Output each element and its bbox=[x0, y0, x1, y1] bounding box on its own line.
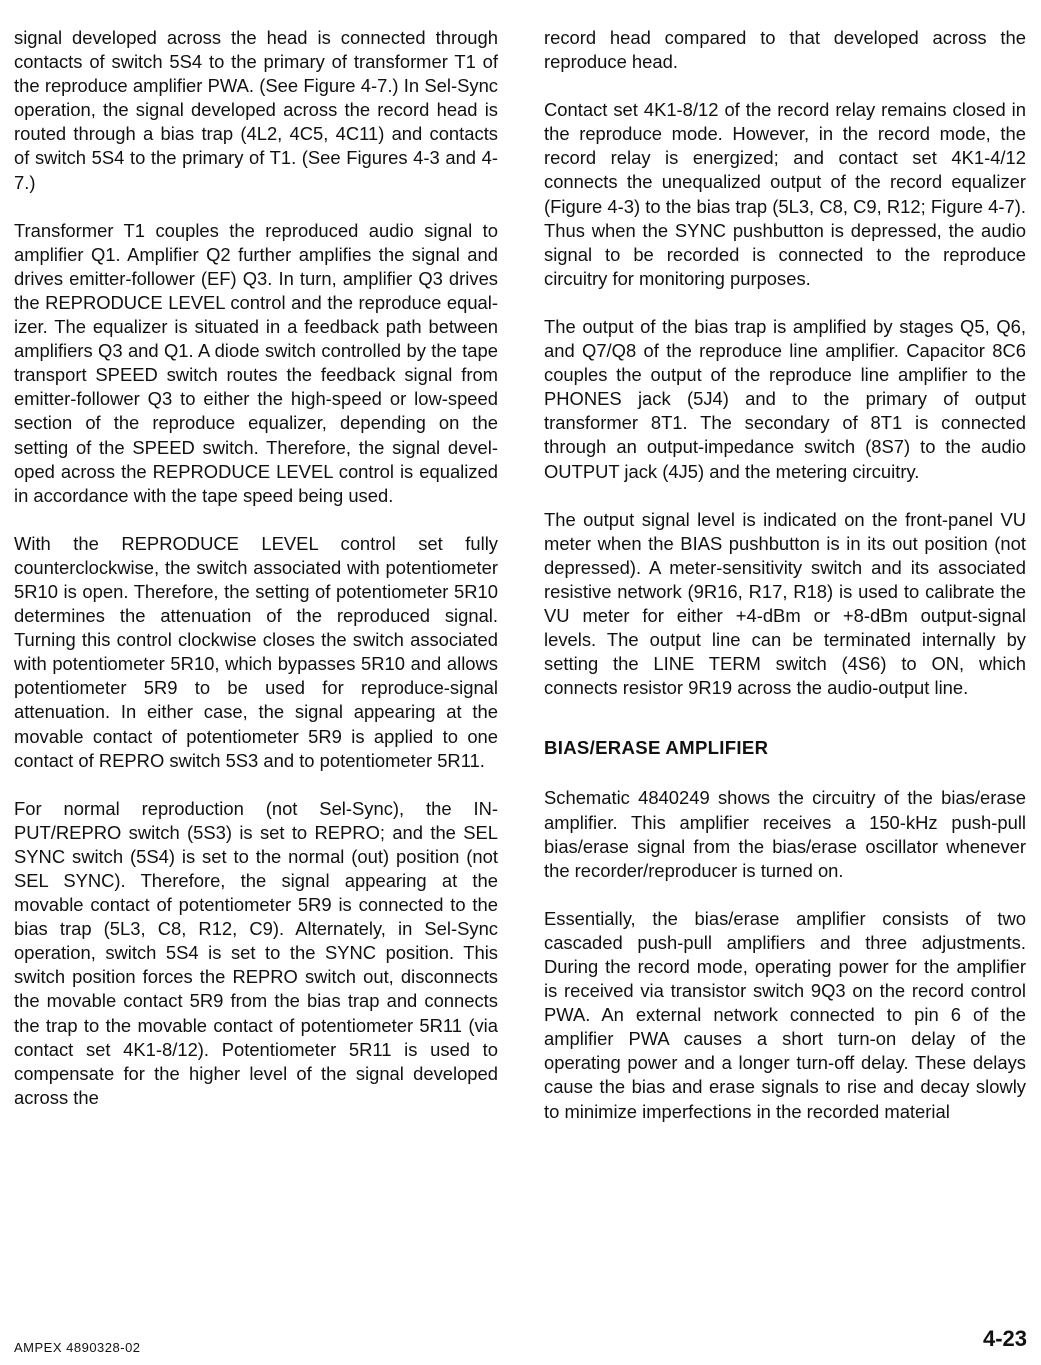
left-column bbox=[14, 26, 498, 1134]
left-paragraph-4: For normal reproduction (not Sel-Sync), the INPUT/REPRO switch (5S3) is set to REPRO; and the SEL SYNC switch (5S4) is set to the normal (out) position (not SEL SYNC). Therefore, the signal appearing at the movable contact of potentiometer 5R9 is connected to the bias trap (5L3, C8, R12, C9). Alternately, in Sel-Sync operation, switch 5S4 is set to the SYNC position. This switch position forces the REPRO switch out, disconnects the movable contact 5R9 from the bias trap and connects the trap to the movable contact of potentiometer 5R11 (via contact set 4K1-8/12). Potentiometer 5R11 is used to compensate for the higher level of the signal developed across the bbox=[14, 797, 498, 1108]
section-heading: BIAS/ERASE AMPLIFIER bbox=[544, 737, 769, 759]
right-column bbox=[544, 26, 1026, 1148]
left-paragraph-1: signal developed across the head is connected through contacts of switch 5S4 to the primary of transformer T1 of the reproduce amplifier PWA. (See Figure 4-7.) In Sel-Sync operation, the signal developed across the record head is routed through a bias trap (4L2, 4C5, 4C11) and contacts of switch 5S4 to the primary of T1. (See Figures 4-3 and 4-7.) bbox=[14, 27, 498, 193]
left-paragraph-2: Transformer T1 couples the reproduced audio signal to amplifier Q1. Amplifier Q2 further amplifies the signal and drives emitter-follower (EF) Q3. In turn, amplifier Q3 drives the REPRODUCE LEVEL control and the reproduce equalizer. The equalizer is situated in a feedback path between amplifiers Q3 and Q1. A diode switch controlled by the tape transport SPEED switch routes the feedback signal from emitter-follower Q3 to either the high-speed or low-speed section of the reproduce equalizer, depending on the setting of the SPEED switch. Therefore, the signal developed across the REPRODUCE LEVEL control is equalized in accordance with the tape speed being used. bbox=[14, 219, 498, 506]
right-paragraph-1: record head compared to that developed across the reproduce head. bbox=[544, 27, 1026, 73]
right-paragraph-5: Schematic 4840249 shows the circuitry of the bias/erase amplifier. This amplifier receives a 150-kHz push-pull bias/erase signal from the bias/erase oscillator whenever the recorder/reproducer is turned on. bbox=[544, 787, 1026, 881]
left-paragraph-3: With the REPRODUCE LEVEL control set fully counterclockwise, the switch associated with potentiometer 5R10 is open. Therefore, the setting of potentiometer 5R10 determines the attenuation of the reproduced signal. Turning this control clockwise closes the switch associated with potentiometer 5R10, which bypasses 5R10 and allows potentiometer 5R9 to be used for reproduce-signal attenuation. In either case, the signal appearing at the movable contact of potentiometer 5R9 is applied to one contact of REPRO switch 5S3 and to potentiometer 5R11. bbox=[14, 532, 498, 771]
right-paragraph-3: The output of the bias trap is amplified by stages Q5, Q6, and Q7/Q8 of the reproduce line amplifier. Capacitor 8C6 couples the output of the reproduce line amplifier to the PHONES jack (5J4) and to the primary of output transformer 8T1. The secondary of 8T1 is connected through an output-impedance switch (8S7) to the audio OUTPUT jack (4J5) and the metering circuitry. bbox=[544, 315, 1026, 482]
document-id: AMPEX 4890328-02 bbox=[14, 1340, 141, 1355]
right-paragraph-6: Essentially, the bias/erase amplifier consists of two cascaded push-pull amplifiers and three adjustments. During the record mode, operating power for the amplifier is received via transistor switch 9Q3 on the record control PWA. An external network connected to pin 6 of the amplifier PWA causes a short turn-on delay of the operating power and a longer turn-off delay. These delays cause the bias and erase signals to rise and decay slowly to minimize imperfections in the recorded material bbox=[544, 907, 1026, 1122]
page-number: 4-23 bbox=[982, 1326, 1027, 1351]
right-paragraph-2: Contact set 4K1-8/12 of the record relay remains closed in the reproduce mode. However, in the record mode, the record relay is energized; and contact set 4K1-4/12 connects the unequalized output of the record equalizer (Figure 4-3) to the bias trap (5L3, C8, C9, R12; Figure 4-7). Thus when the SYNC pushbutton is depressed, the audio signal to be recorded is connected to the reproduce circuitry for monitoring purposes. bbox=[544, 99, 1026, 289]
right-paragraph-4: The output signal level is indicated on the front-panel VU meter when the BIAS pushbutton is in its out position (not depressed). A meter-sensitivity switch and its associated resistive network (9R16, R17, R18) is used to calibrate the VU meter for either +4-dBm or +8-dBm output-signal levels. The output line can be terminated internally by setting the LINE TERM switch (4S6) to ON, which connects resistor 9R19 across the audio-output line. bbox=[544, 508, 1026, 699]
